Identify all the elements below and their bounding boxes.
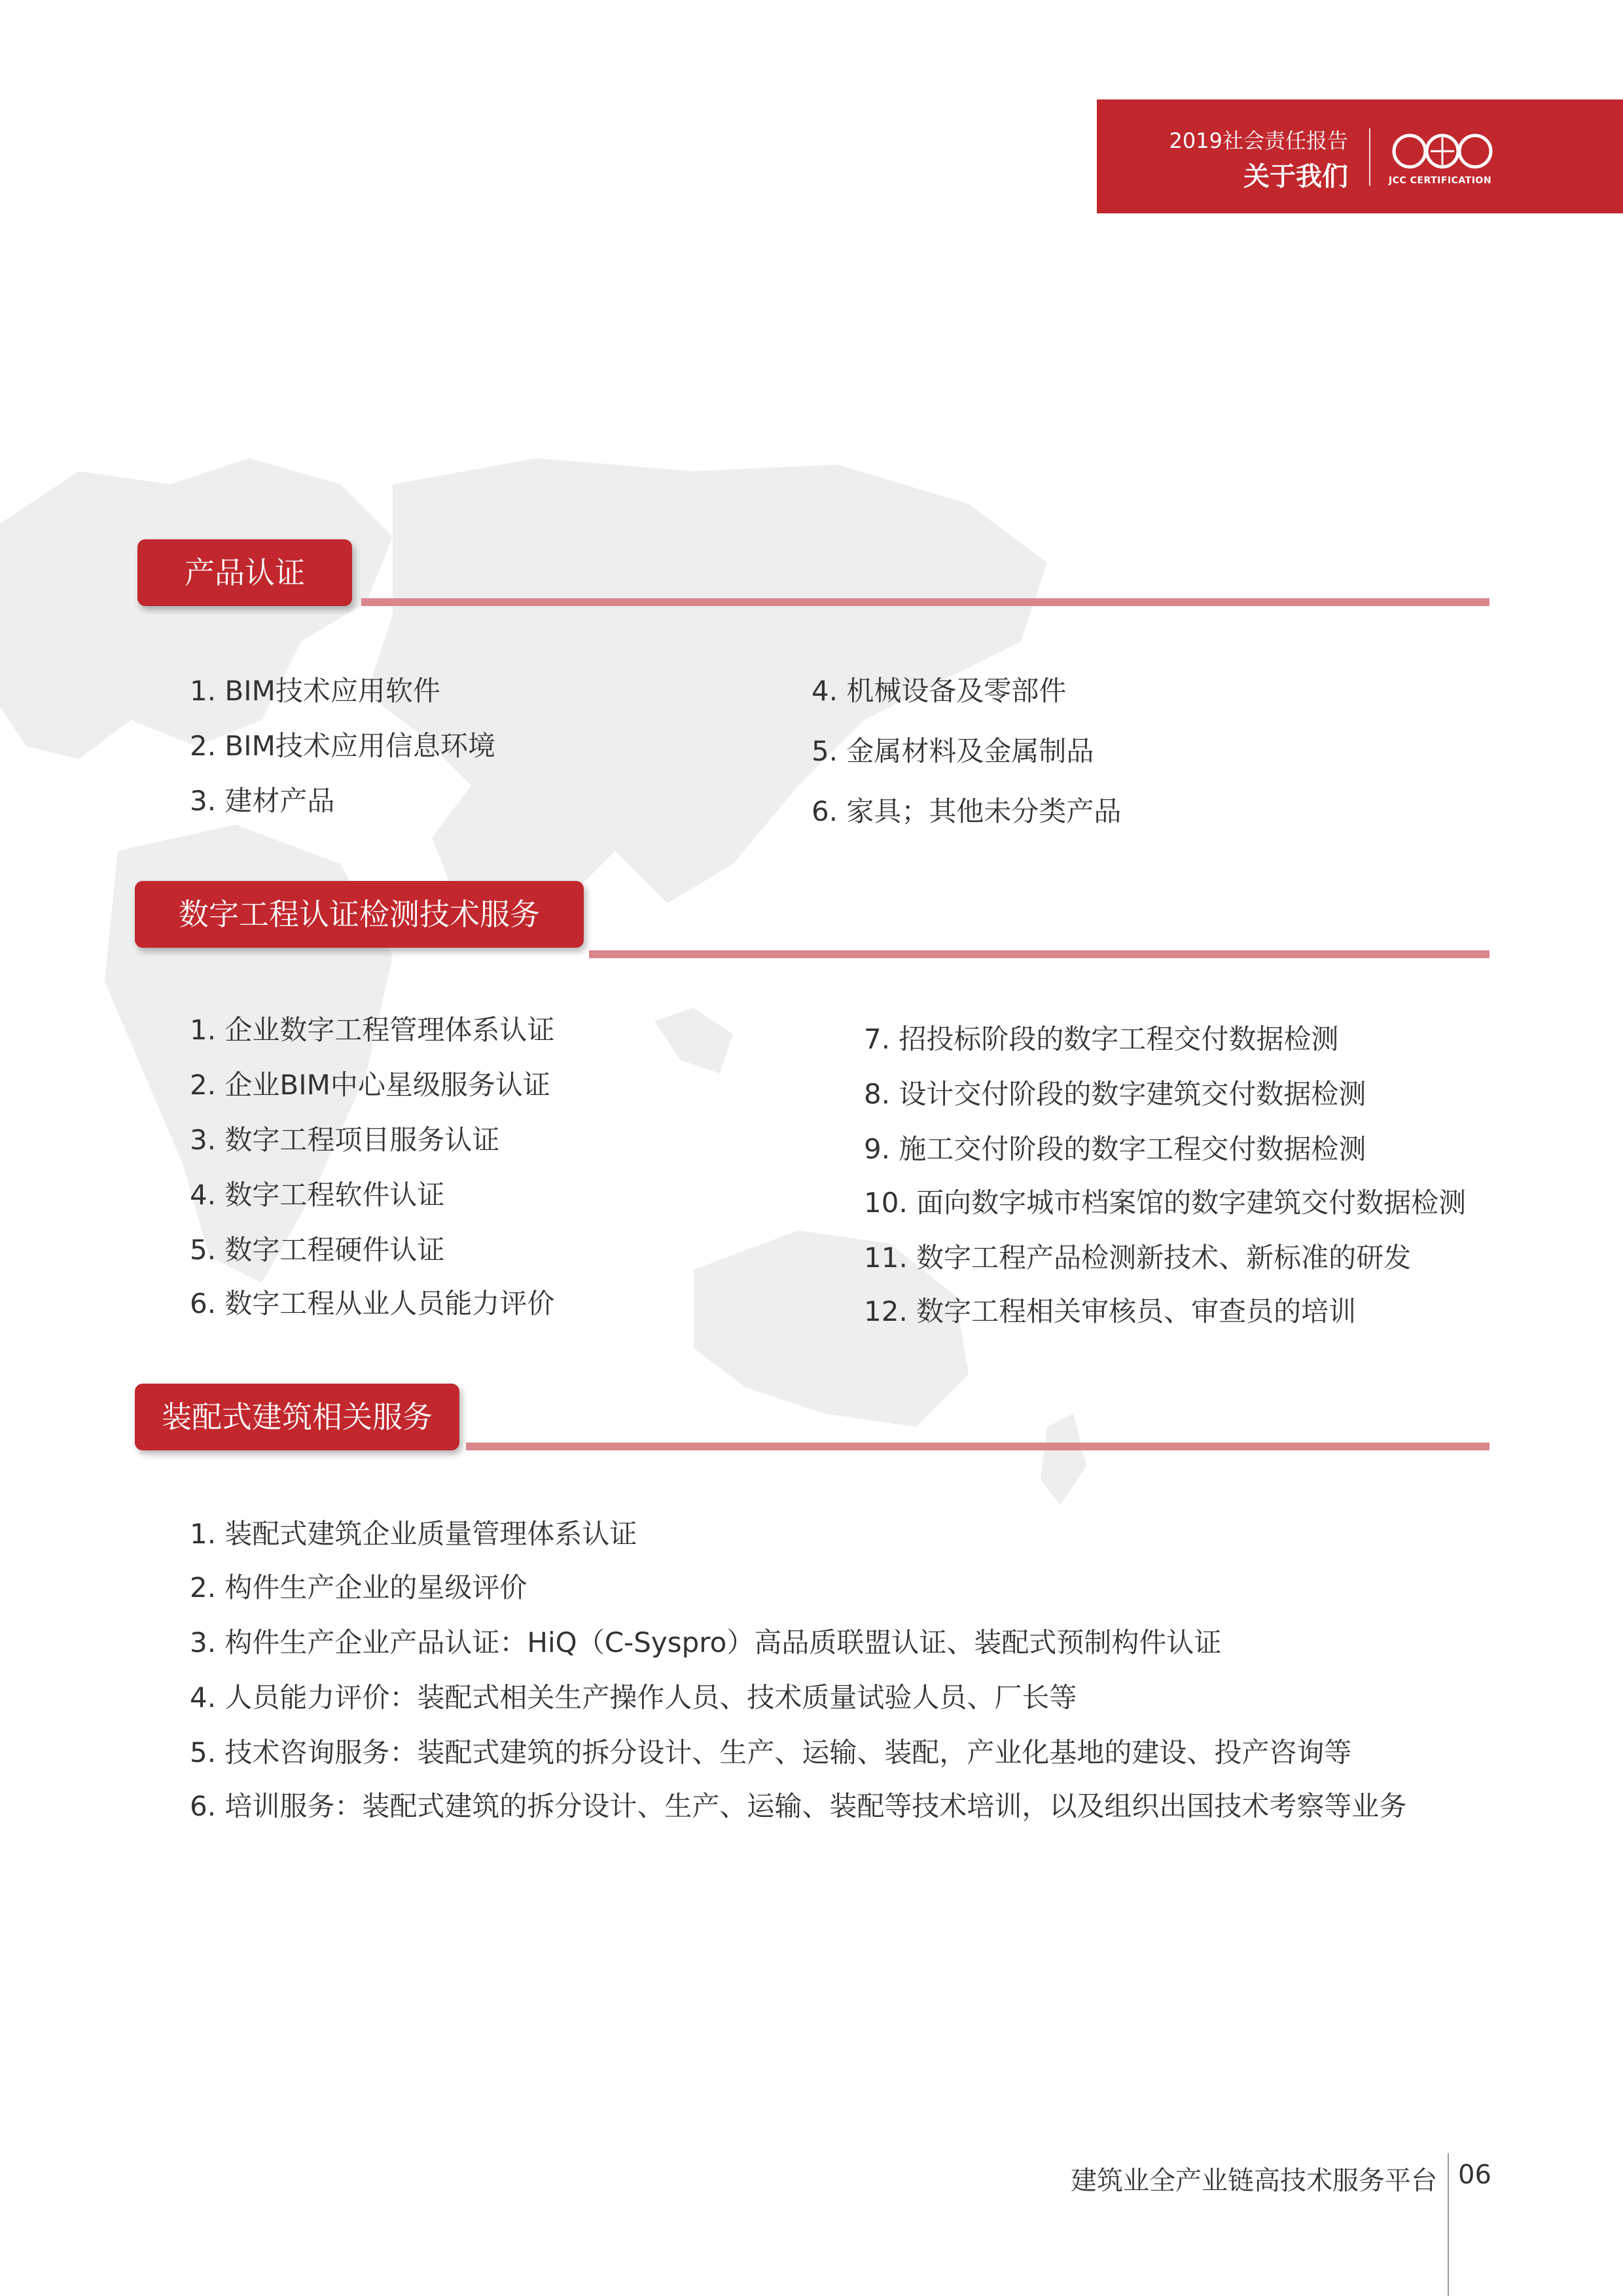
footer-platform-title: 建筑业全产业链高技术服务平台 [1071, 2166, 1437, 2196]
list-item: 4. 数字工程软件认证 [190, 1179, 445, 1211]
list-item: 9. 施工交付阶段的数字工程交付数据检测 [864, 1133, 1366, 1165]
list-item: 4. 机械设备及零部件 [812, 675, 1067, 707]
list-item: 4. 人员能力评价：装配式相关生产操作人员、技术质量试验人员、厂长等 [190, 1681, 1077, 1713]
list-item: 1. BIM技术应用软件 [190, 675, 440, 707]
section-divider-line [361, 598, 1489, 606]
logo-text: JCC CERTIFICATION [1389, 175, 1492, 186]
list-item: 3. 建材产品 [190, 785, 335, 817]
section-header-prefab-building: 装配式建筑相关服务 [135, 1384, 459, 1450]
list-item: 5. 技术咨询服务：装配式建筑的拆分设计、生产、运输、装配，产业化基地的建设、投产咨询等 [190, 1736, 1352, 1768]
section-header-digital-engineering: 数字工程认证检测技术服务 [135, 881, 584, 948]
section-title: 关于我们 [1243, 162, 1348, 192]
list-item: 6. 数字工程从业人员能力评价 [190, 1287, 555, 1319]
list-item: 12. 数字工程相关审核员、审查员的培训 [864, 1295, 1357, 1327]
section-header-product-cert: 产品认证 [137, 539, 352, 606]
list-item: 2. BIM技术应用信息环境 [190, 730, 495, 762]
header-divider [1369, 128, 1370, 186]
report-year-title: 2019社会责任报告 [1169, 128, 1348, 153]
list-item: 3. 构件生产企业产品认证：HiQ（C-Syspro）高品质联盟认证、装配式预制构件认证 [190, 1626, 1222, 1659]
jcc-logo-icon [1390, 128, 1495, 174]
list-item: 2. 企业BIM中心星级服务认证 [190, 1069, 550, 1101]
section-divider-line [466, 1443, 1489, 1450]
section-divider-line [589, 950, 1489, 958]
footer-divider [1448, 2153, 1449, 2296]
list-item: 1. 装配式建筑企业质量管理体系认证 [190, 1518, 637, 1550]
list-item: 5. 数字工程硬件认证 [190, 1234, 445, 1266]
list-item: 8. 设计交付阶段的数字建筑交付数据检测 [864, 1078, 1366, 1110]
list-item: 3. 数字工程项目服务认证 [190, 1124, 500, 1156]
list-item: 1. 企业数字工程管理体系认证 [190, 1014, 555, 1046]
list-item: 6. 培训服务：装配式建筑的拆分设计、生产、运输、装配等技术培训，以及组织出国技术考察等业务 [190, 1790, 1407, 1822]
list-item: 5. 金属材料及金属制品 [812, 735, 1094, 767]
report-header-tab [1097, 99, 1623, 213]
list-item: 7. 招投标阶段的数字工程交付数据检测 [864, 1023, 1339, 1055]
list-item: 11. 数字工程产品检测新技术、新标准的研发 [864, 1242, 1412, 1274]
list-item: 2. 构件生产企业的星级评价 [190, 1571, 527, 1604]
page-number: 06 [1458, 2160, 1491, 2190]
list-item: 10. 面向数字城市档案馆的数字建筑交付数据检测 [864, 1187, 1467, 1219]
list-item: 6. 家具；其他未分类产品 [812, 795, 1122, 827]
